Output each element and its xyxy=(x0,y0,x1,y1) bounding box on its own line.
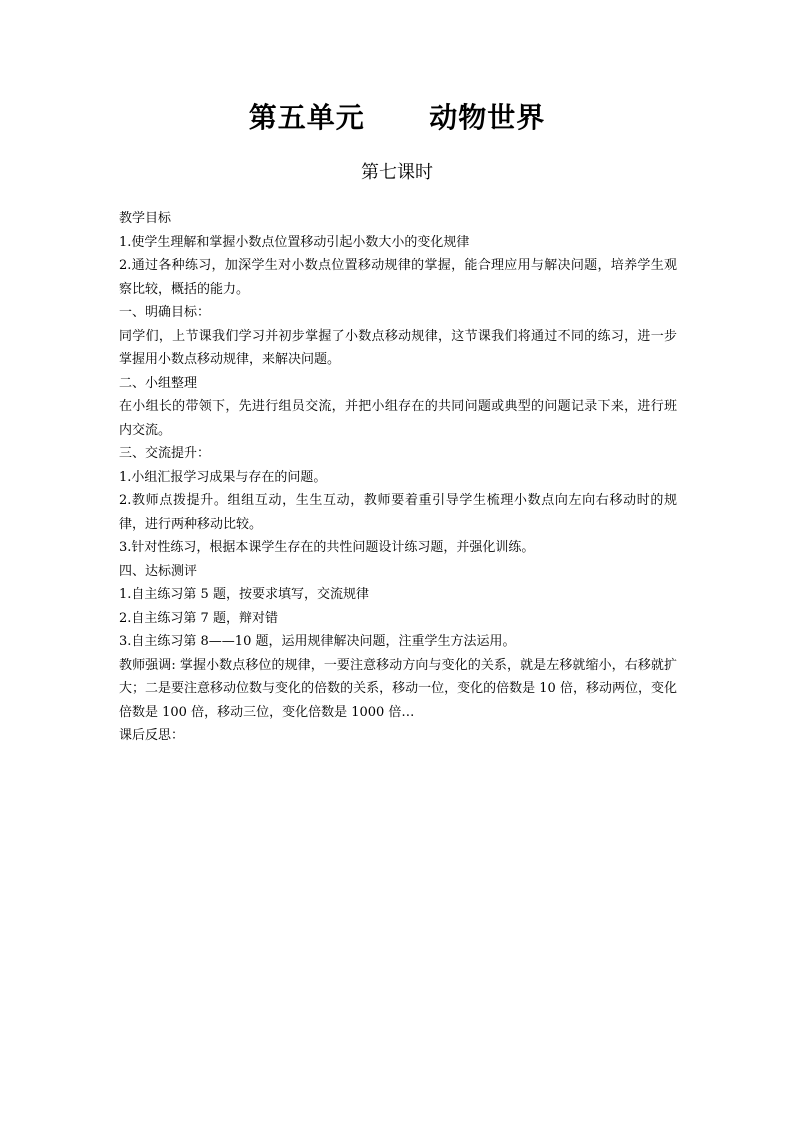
section-heading-objectives: 教学目标 xyxy=(119,211,172,226)
section-heading-4: 四、达标测评 xyxy=(119,563,198,579)
list-item: 2.教师点拨提升。组组互动，生生互动，教师要着重引导学生梳理小数点向左向右移动时的规律，进行两种移动比较。 xyxy=(119,493,677,532)
list-item: 3.针对性练习，根据本课学生存在的共性问题设计练习题，并强化训练。 xyxy=(119,540,535,555)
objective-item-1: 1.使学生理解和掌握小数点位置移动引起小数大小的变化规律 xyxy=(119,234,470,250)
body-paragraph: 同学们，上节课我们学习并初步掌握了小数点移动规律，这节课我们将通过不同的练习，进一步掌握用小数点移动规律，来解决问题。 xyxy=(119,328,677,367)
reflection-heading: 课后反思： xyxy=(119,728,185,743)
section-heading-3: 三、交流提升： xyxy=(119,446,211,461)
list-item: 3.自主练习第 8——10 题，运用规律解决问题，注重学生方法运用。 xyxy=(119,634,516,649)
page-title: 第五单元 动物世界 xyxy=(248,101,546,134)
section-heading-1: 一、明确目标： xyxy=(119,305,211,320)
list-item: 1.自主练习第 5 题，按要求填写，交流规律 xyxy=(119,587,369,602)
list-item: 1.小组汇报学习成果与存在的问题。 xyxy=(119,469,327,485)
objective-item-2: 2.通过各种练习，加深学生对小数点位置移动规律的掌握，能合理应用与解决问题，培养学生观察比较，概括的能力。 xyxy=(119,258,677,297)
body-paragraph: 在小组长的带领下，先进行组员交流，并把小组存在的共同问题或典型的问题记录下来，进行班内交流。 xyxy=(119,399,677,438)
list-item: 2.自主练习第 7 题，辩对错 xyxy=(119,610,278,626)
teacher-emphasis-paragraph: 教师强调: 掌握小数点移位的规律，一要注意移动方向与变化的关系，就是左移就缩小，右移就扩大；二是要注意移动位数与变化的倍数的关系，移动一位，变化的倍数是 10 倍，移动两位，变化倍数是 100 倍，移动三位，变化倍数是 1000 倍… xyxy=(119,657,677,720)
document-body xyxy=(119,207,677,748)
section-heading-2: 二、小组整理 xyxy=(119,375,198,391)
lesson-subtitle: 第七课时 xyxy=(361,162,433,183)
